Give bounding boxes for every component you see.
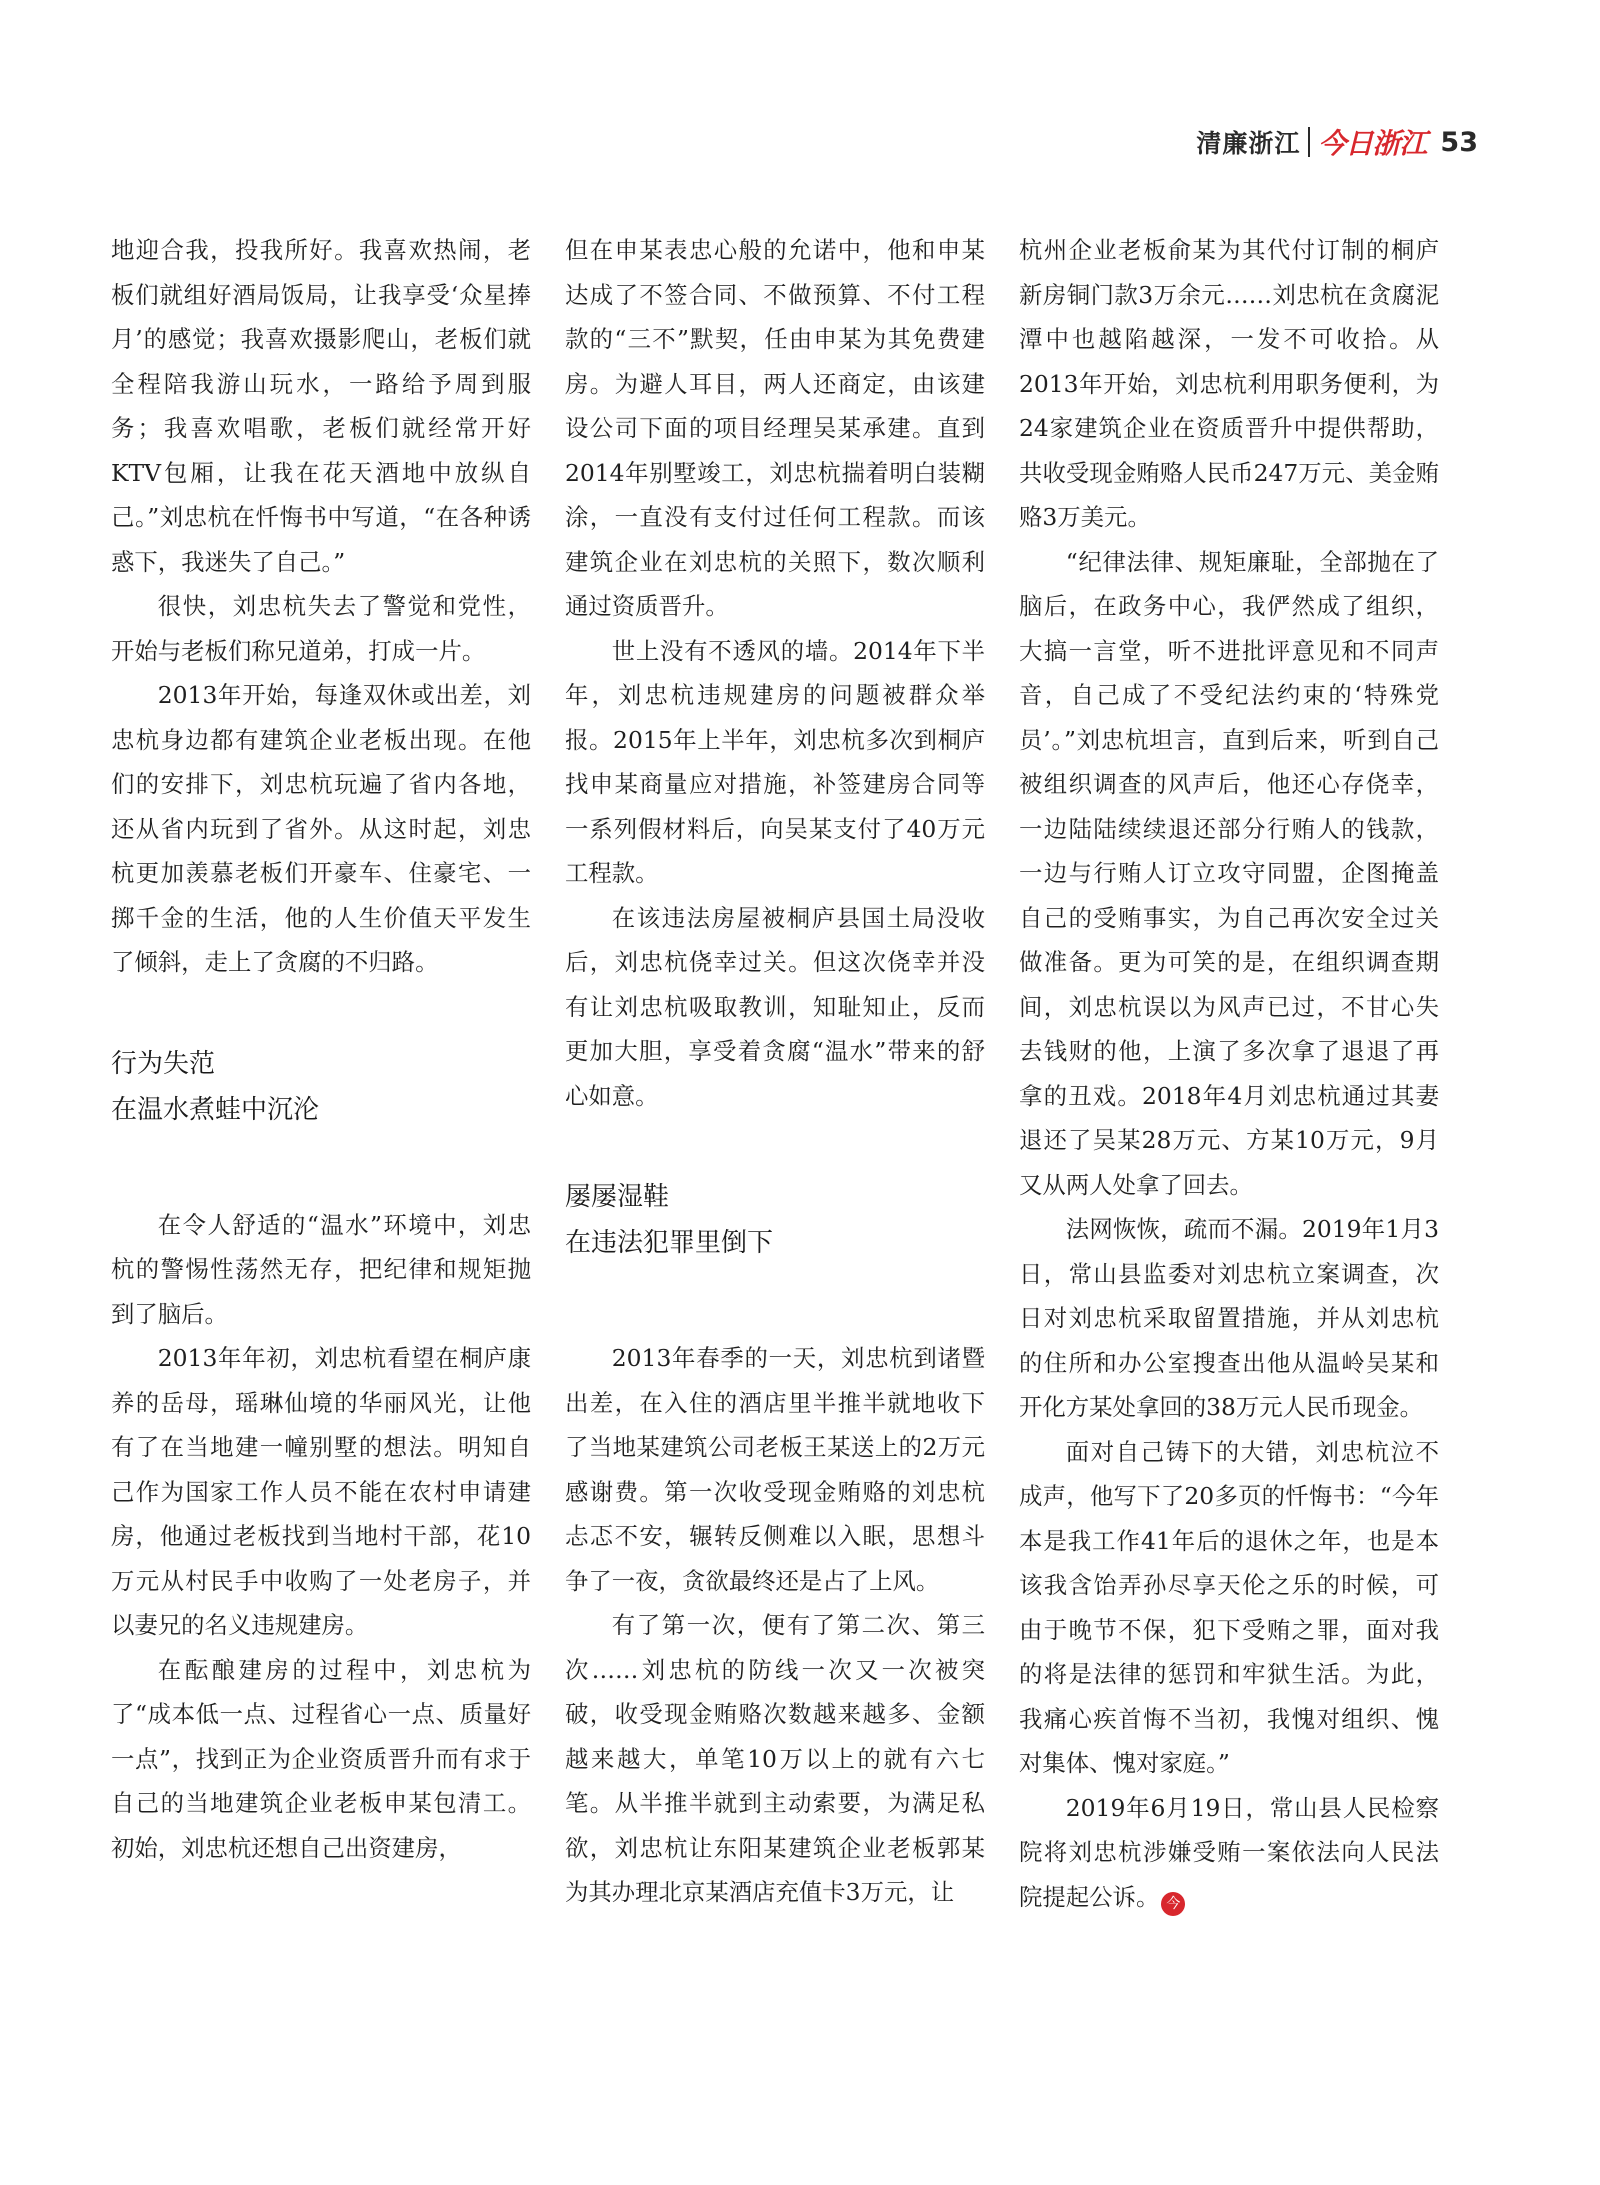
paragraph: “纪律法律、规矩廉耻，全部抛在了脑后，在政务中心，我俨然成了组织，大搞一言堂，听不进批评意见和不同声音，自己成了不受纪法约束的‘特殊党员’。”刘忠杭坦言，直到后来，听到自己被组织调查的风声后，他还心存侥幸，一边陆陆续续退还部分行贿人的钱款，一边与行贿人订立攻守同盟，企图掩盖自己的受贿事实，为自己再次安全过关做准备。更为可笑的是，在组织调查期间，刘忠杭误以为风声已过，不甘心失去钱财的他，上演了多次拿了退退了再拿的丑戏。2018年4月刘忠杭通过其妻退还了吴某28万元、方某10万元，9月又从两人处拿了回去。 [1019,547,1439,1199]
paragraph: 很快，刘忠杭失去了警觉和党性，开始与老板们称兄道弟，打成一片。 [111,592,531,665]
header-divider [1308,127,1310,157]
closing-text: 2019年6月19日，常山县人民检察院将刘忠杭涉嫌受贿一案依法向人民法院提起公诉。 [1019,1793,1439,1911]
paragraph: 地迎合我，投我所好。我喜欢热闹，老板们就组好酒局饭局，让我享受‘众星捧月’的感觉；我喜欢摄影爬山，老板们就全程陪我游山玩水，一路给予周到服务；我喜欢唱歌，老板们就经常开好KTV包厢，让我在花天酒地中放纵自己。”刘忠杭在忏悔书中写道，“在各种诱惑下，我迷失了自己。” [111,236,531,576]
paragraph: 法网恢恢，疏而不漏。2019年1月3日，常山县监委对刘忠杭立案调查，次日对刘忠杭采取留置措施，并从刘忠杭的住所和办公室搜查出他从温岭吴某和开化方某处拿回的38万元人民币现金。 [1019,1215,1439,1421]
column-3 [1019,228,1439,1919]
section-title: 清廉浙江 [1196,129,1301,158]
paragraph: 在酝酿建房的过程中，刘忠杭为了“成本低一点、过程省心一点、质量好一点”，找到正为企业资质晋升而有求于自己的当地建筑企业老板申某包清工。初始，刘忠杭还想自己出资建房， [111,1655,531,1862]
column-2 [565,228,985,1915]
page-number: 53 [1440,126,1478,158]
page-header [1196,122,1478,162]
paragraph: 2013年开始，每逢双休或出差，刘忠杭身边都有建筑企业老板出现。在他们的安排下，刘忠杭玩遍了省内各地，还从省内玩到了省外。从这时起，刘忠杭更加羡慕老板们开豪车、住豪宅、一掷千金的生活，他的人生价值天平发生了倾斜，走上了贪腐的不归路。 [111,681,531,976]
paragraph: 2013年年初，刘忠杭看望在桐庐康养的岳母，瑶琳仙境的华丽风光，让他有了在当地建一幢别墅的想法。明知自己作为国家工作人员不能在农村申请建房，他通过老板找到当地村干部，花10万元从村民手中收购了一处老房子，并以妻兄的名义违规建房。 [111,1344,531,1639]
paragraph: 在令人舒适的“温水”环境中，刘忠杭的警惕性荡然无存，把纪律和规矩抛到了脑后。 [111,1210,531,1328]
paragraph: 有了第一次，便有了第二次、第三次……刘忠杭的防线一次又一次被突破，收受现金贿赂次数越来越多、金额越来越大，单笔10万以上的就有六七笔。从半推半就到主动索要，为满足私欲，刘忠杭让东阳某建筑企业老板郭某为其办理北京某酒店充值卡3万元，让 [565,1611,985,1906]
end-mark-icon: 今 [1161,1892,1185,1916]
heading-line-1: 屡屡湿鞋 [565,1182,670,1212]
magazine-logo: 今日浙江 [1318,127,1427,160]
heading-line-2: 在违法犯罪里倒下 [565,1228,774,1258]
section-heading [565,1174,985,1266]
paragraph: 杭州企业老板俞某为其代付订制的桐庐新房铜门款3万余元……刘忠杭在贪腐泥潭中也越陷越深，一发不可收拾。从2013年开始，刘忠杭利用职务便利，为24家建筑企业在资质晋升中提供帮助，共收受现金贿赂人民币247万元、美金贿赂3万美元。 [1019,236,1439,531]
paragraph: 世上没有不透风的墙。2014年下半年，刘忠杭违规建房的问题被群众举报。2015年上半年，刘忠杭多次到桐庐找申某商量应对措施，补签建房合同等一系列假材料后，向吴某支付了40万元工程款。 [565,636,985,887]
paragraph: 2013年春季的一天，刘忠杭到诸暨出差，在入住的酒店里半推半就地收下了当地某建筑公司老板王某送上的2万元感谢费。第一次收受现金贿赂的刘忠杭忐忑不安，辗转反侧难以入眠，思想斗争了一夜，贪欲最终还是占了上风。 [565,1344,985,1595]
section-heading [111,1041,531,1133]
paragraph: 面对自己铸下的大错，刘忠杭泣不成声，他写下了20多页的忏悔书：“今年本是我工作41年后的退休之年，也是本该我含饴弄孙尽享天伦之乐的时候，可由于晚节不保，犯下受贿之罪，面对我的将是法律的惩罚和牢狱生活。为此，我痛心疾首悔不当初，我愧对组织、愧对集体、愧对家庭。” [1019,1437,1439,1777]
paragraph: 但在申某表忠心般的允诺中，他和申某达成了不签合同、不做预算、不付工程款的“三不”默契，任由申某为其免费建房。为避人耳目，两人还商定，由该建设公司下面的项目经理吴某承建。直到2014年别墅竣工，刘忠杭揣着明白装糊涂，一直没有支付过任何工程款。而该建筑企业在刘忠杭的关照下，数次顺利通过资质晋升。 [565,236,985,620]
paragraph [1019,1786,1439,1920]
heading-line-2: 在温水煮蛙中沉沦 [111,1094,320,1125]
paragraph: 在该违法房屋被桐庐县国土局没收后，刘忠杭侥幸过关。但这次侥幸并没有让刘忠杭吸取教训，知耻知止，反而更加大胆，享受着贪腐“温水”带来的舒心如意。 [565,903,985,1110]
column-1 [111,228,531,1870]
heading-line-1: 行为失范 [111,1048,216,1079]
